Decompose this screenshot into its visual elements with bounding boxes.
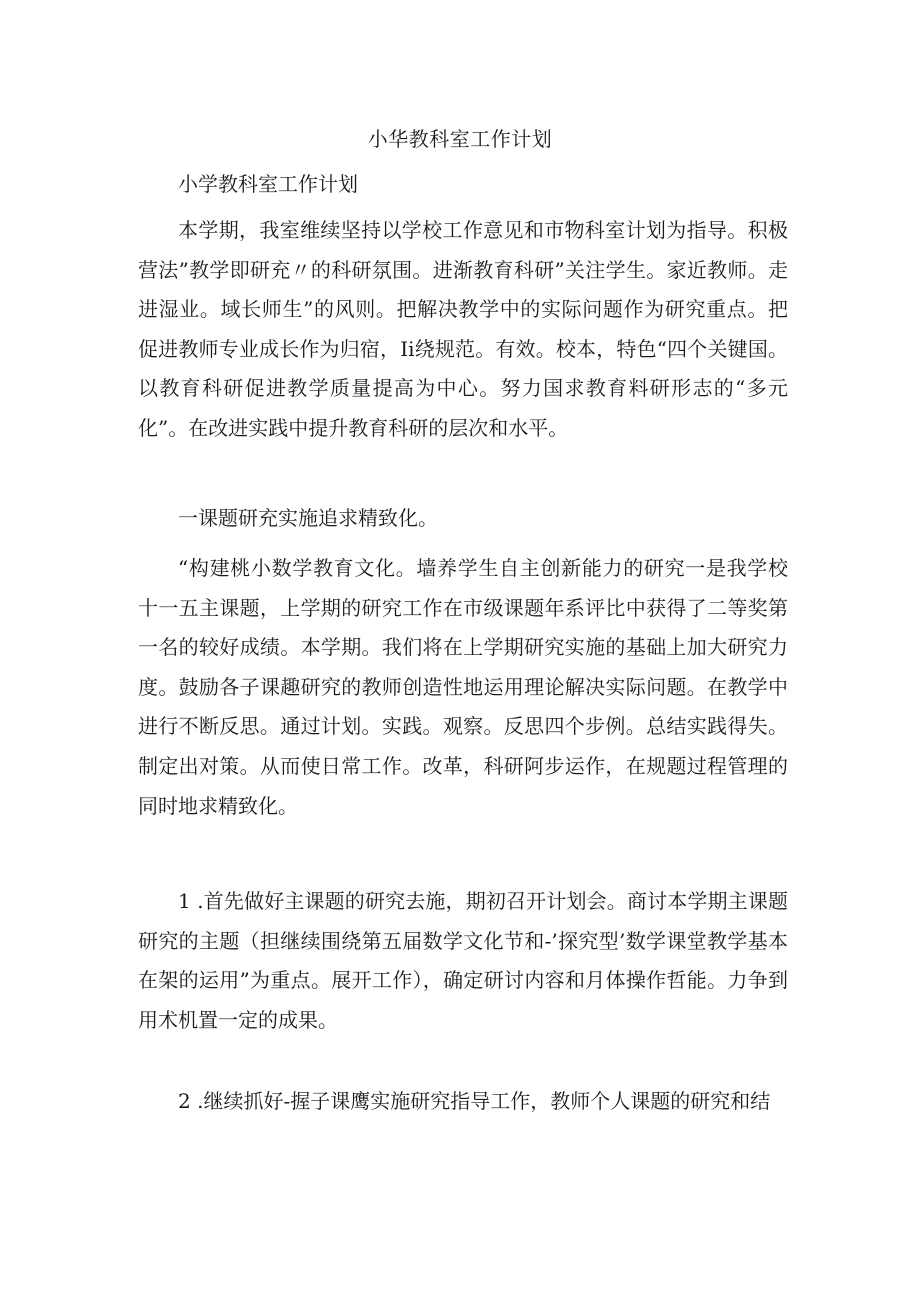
section1-body-block <box>138 549 788 826</box>
intro-block <box>138 211 788 449</box>
document-title: 小华教科室工作计划 <box>367 127 553 151</box>
subtitle-block <box>138 165 788 205</box>
section1-body-paragraph: “构建桃小数学教育文化。墙养学生自主创新能力的研究一是我学校十一五主课题，上学期的研究工作在市级课题年系评比中获得了二等奖第一名的较好成绩。本学期。我们将在上学期研究实施的基础上加大研究力度。鼓励各子课趣研究的教师创造性地运用理论解决实际问题。在教学中进行不断反思。通过计划。实践。观察。反思四个步例。总结实践得失。制定出对策。从而使日常工作。改革，科研阿步运作，在规题过程管理的同时地求精致化。 <box>138 556 788 818</box>
document-subtitle: 小学教科室工作计划 <box>178 172 358 196</box>
item1-paragraph: 1 .首先做好主课题的研究去施，期初召开计划会。商讨本学期主课题研究的主题（担继续围绕第五届数学文化节和-’探究型’数学课堂教学基本在架的运用”为重点。展开工作），确定研讨内容和月体操作哲能。力争到用术机置一定的成果。 <box>138 889 788 1032</box>
item2-paragraph: 2 .继续抓好-握子课鹰实施研究指导工作，教师个人课题的研究和结 <box>178 1089 771 1113</box>
intro-paragraph: 本学期，我室维续坚持以学校工作意见和市物科室计划为指导。积极营法”教学即研充〃的科研氛围。进渐教育科研”关注学生。家近教师。走进湿业。域长师生”的风则。把解决教学中的实际问题作为研究重点。把促进教师专业成长作为归宿，Ii绕规范。有效。校本，特色“四个关键国。以教育科研促进教学质量提高为中心。努力国求教育料研形志的“多元化”。在改进实践中提升教育科研的层次和水平。 <box>138 218 788 440</box>
item2-block <box>138 1082 788 1122</box>
section1-heading-block <box>138 499 788 539</box>
item1-block <box>138 882 788 1040</box>
section1-heading: 一课题研充实施追求精致化。 <box>178 506 438 530</box>
